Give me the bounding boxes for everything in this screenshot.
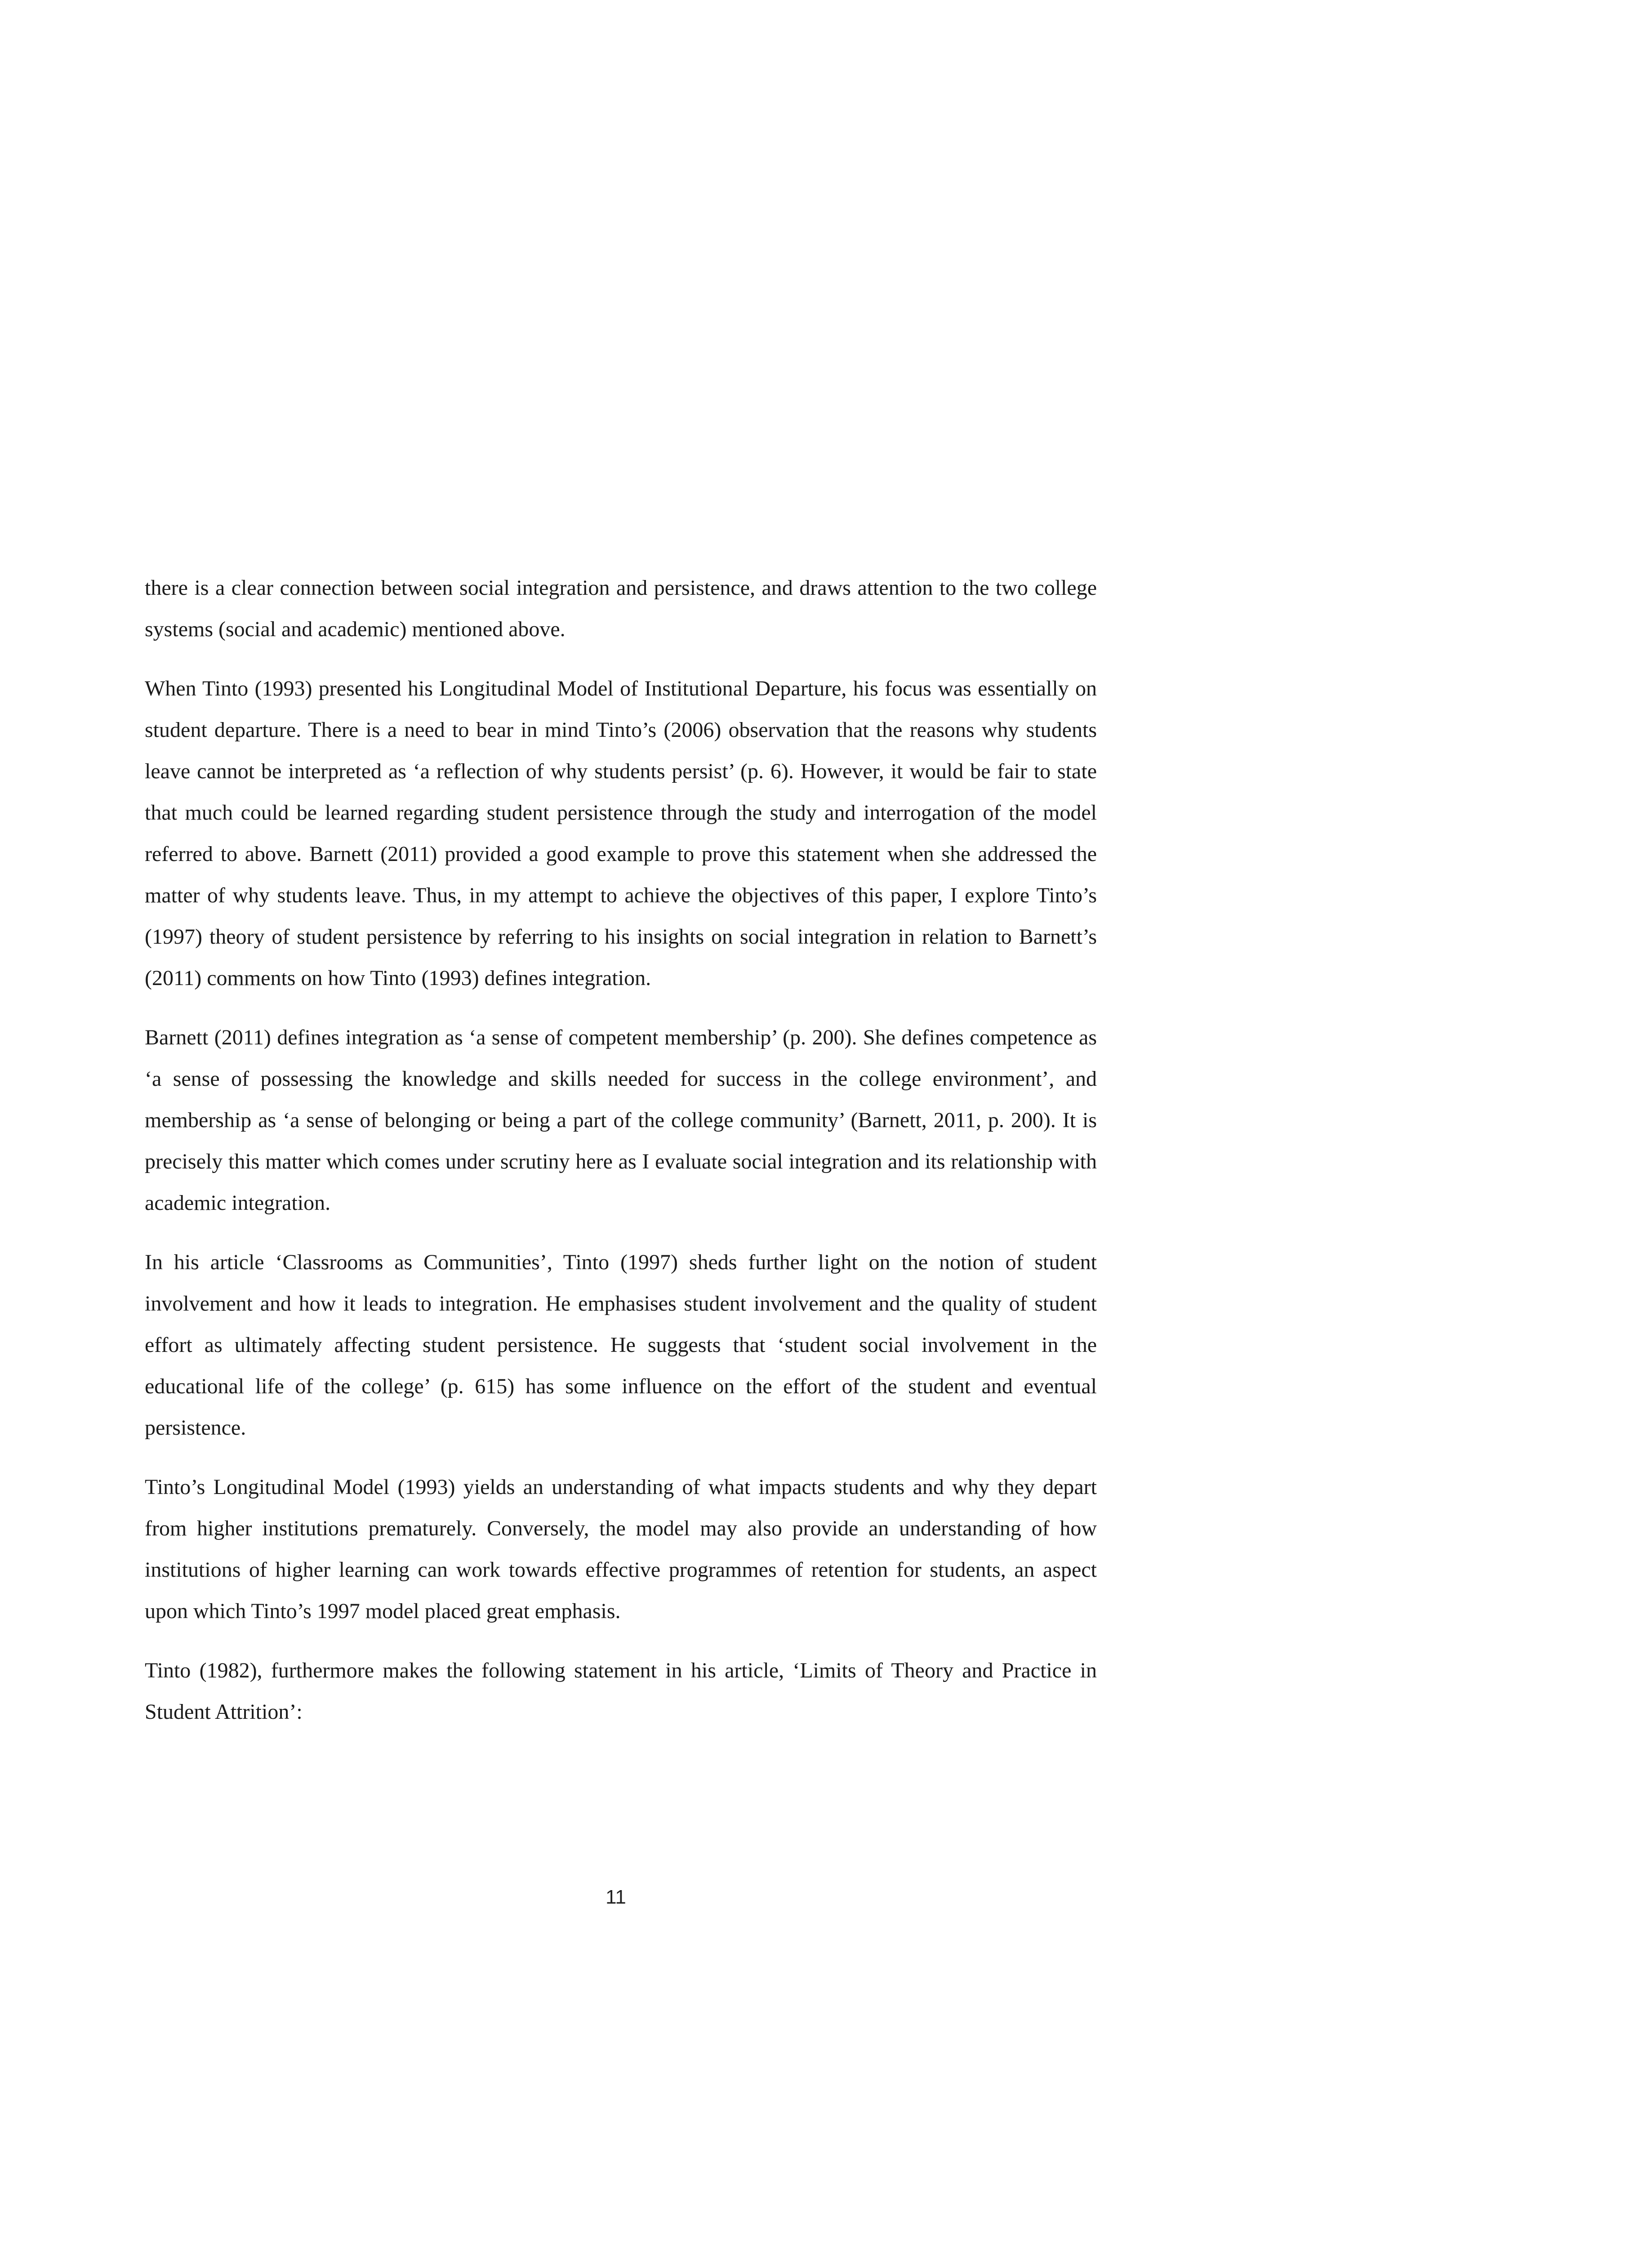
paragraph-3: Barnett (2011) defines integration as ‘a sense of competent membership’ (p. 200). She defines competence as ‘a sense of possessing the knowledge and skills needed for success in the college environment’, and membership as ‘a sense of belonging or being a part of the college community’ (Barnett, 2011, p. 200). It is precisely this matter which comes under scrutiny here as I evaluate social integration and its relationship with academic integration.	[145, 1026, 1097, 1215]
body-text	[145, 567, 1097, 1751]
paragraph-5: Tinto’s Longitudinal Model (1993) yields an understanding of what impacts students and why they depart from higher institutions prematurely. Conversely, the model may also provide an understanding of how institutions of higher learning can work towards effective programmes of retention for students, an aspect upon which Tinto’s 1997 model placed great emphasis.	[145, 1475, 1097, 1623]
page-number: 11	[606, 1886, 626, 1908]
paragraph-6: Tinto (1982), furthermore makes the following statement in his article, ‘Limits of Theory and Practice in Student Attrition’:	[145, 1659, 1097, 1724]
paragraph-2: When Tinto (1993) presented his Longitudinal Model of Institutional Departure, his focus was essentially on student departure. There is a need to bear in mind Tinto’s (2006) observation that the reasons why students leave cannot be interpreted as ‘a reflection of why students persist’ (p. 6). However, it would be fair to state that much could be learned regarding student persistence through the study and interrogation of the model referred to above. Barnett (2011) provided a good example to prove this statement when she addressed the matter of why students leave. Thus, in my attempt to achieve the objectives of this paper, I explore Tinto’s (1997) theory of student persistence by referring to his insights on social integration in relation to Barnett’s (2011) comments on how Tinto (1993) defines integration.	[145, 677, 1097, 990]
paragraph-1: there is a clear connection between social integration and persistence, and draws attention to the two college systems (social and academic) mentioned above.	[145, 576, 1097, 641]
paragraph-4: In his article ‘Classrooms as Communities’, Tinto (1997) sheds further light on the notion of student involvement and how it leads to integration. He emphasises student involvement and the quality of student effort as ultimately affecting student persistence. He suggests that ‘student social involvement in the educational life of the college’ (p. 615) has some influence on the effort of the student and eventual persistence.	[145, 1250, 1097, 1440]
